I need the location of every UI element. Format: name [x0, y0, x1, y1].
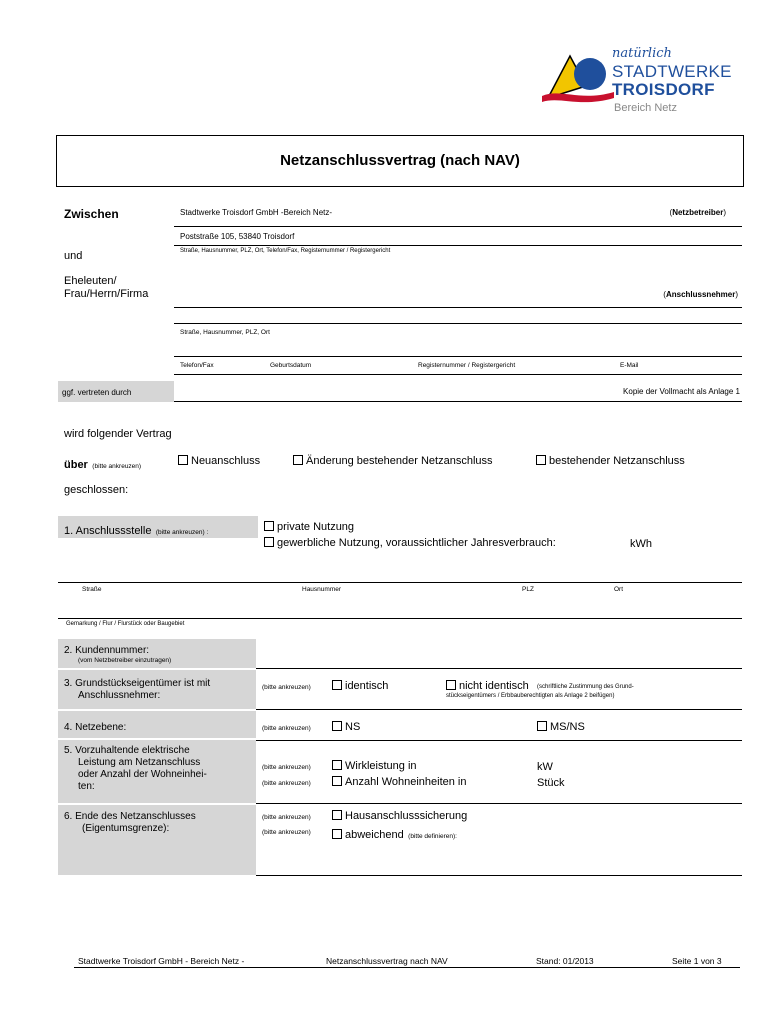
divider: [174, 245, 742, 246]
option-identisch[interactable]: identisch: [332, 680, 388, 692]
row3-label-2: Anschlussnehmer:: [78, 690, 161, 701]
row5-label-1: 5. Vorzuhaltende elektrische: [64, 745, 190, 756]
option-aenderung[interactable]: Änderung bestehender Netzanschluss: [293, 455, 493, 467]
operator-role: (Netzbetreiber): [669, 208, 726, 217]
footer-company: Stadtwerke Troisdorf GmbH - Bereich Netz -: [78, 956, 245, 966]
row5-hint-1: (bitte ankreuzen): [262, 764, 311, 771]
row6-hint-2: (bitte ankreuzen): [262, 829, 311, 836]
row2-sub: (vom Netzbetreiber einzutragen): [78, 657, 172, 664]
consumption-unit: kWh: [630, 538, 652, 550]
row5-hint-2: (bitte ankreuzen): [262, 780, 311, 787]
address-hint-number: Hausnummer: [302, 586, 342, 593]
row-divider: [58, 738, 256, 740]
row-divider: [58, 803, 256, 805]
option-ns[interactable]: NS: [332, 721, 360, 733]
divider: [256, 803, 742, 804]
checkbox[interactable]: [332, 721, 342, 731]
checkbox[interactable]: [293, 455, 303, 465]
row5-unit-1: kW: [537, 761, 553, 773]
title-box: [56, 135, 744, 187]
footer-doc: Netzanschlussvertrag nach NAV: [326, 956, 448, 966]
row6-opt2-hint: (bitte definieren):: [408, 833, 457, 840]
option-nicht-identisch[interactable]: nicht identisch: [446, 680, 529, 692]
customer-contact-field[interactable]: [174, 356, 742, 357]
checkbox[interactable]: [332, 810, 342, 820]
ueber-label: über (bitte ankreuzen): [64, 459, 142, 471]
row6-hint-1: (bitte ankreuzen): [262, 814, 311, 821]
address-hint-zip: PLZ: [522, 586, 534, 593]
land-hint: Gemarkung / Flur / Flurstück oder Baugebiet: [66, 621, 185, 627]
footer-stand: Stand: 01/2013: [536, 956, 594, 966]
customer-name-field[interactable]: [174, 307, 742, 308]
row3-note-2: stückseigentümers / Erbbauberechtigten als Anlage 2 beifügen): [446, 693, 615, 699]
checkbox[interactable]: [264, 537, 274, 547]
option-neuanschluss[interactable]: Neuanschluss: [178, 455, 260, 467]
option-wohneinheiten[interactable]: Anzahl Wohneinheiten in: [332, 776, 467, 788]
operator-address-hint: Straße, Hausnummer, PLZ, Ort, Telefon/Fax, Registernummer / Registergericht: [180, 248, 391, 254]
divider: [256, 740, 742, 741]
row4-label: 4. Netzebene:: [64, 722, 127, 733]
customer-label-1: Eheleuten/: [64, 275, 117, 287]
checkbox[interactable]: [332, 829, 342, 839]
divider: [256, 709, 742, 710]
logo-mark-icon: [540, 52, 618, 104]
checkbox[interactable]: [537, 721, 547, 731]
contact-hint-phone: Telefon/Fax: [180, 362, 214, 369]
operator-role-label: Netzbetreiber: [672, 208, 724, 217]
address-hint-street: Straße: [82, 586, 102, 593]
address-hint-city: Ort: [614, 586, 624, 593]
option-private[interactable]: private Nutzung: [264, 521, 354, 533]
row3-note-1: (schriftliche Zustimmung des Grund-: [537, 684, 634, 690]
option-commercial[interactable]: gewerbliche Nutzung, voraussichtlicher Jahresverbrauch:: [264, 537, 556, 549]
customer-number-field[interactable]: [256, 668, 742, 669]
option-hausanschlusssicherung[interactable]: Hausanschlusssicherung: [332, 810, 467, 822]
logo-sub: Bereich Netz: [614, 102, 677, 114]
zwischen-label: Zwischen: [64, 207, 119, 221]
checkbox[interactable]: [332, 760, 342, 770]
ueber-hint: (bitte ankreuzen): [92, 463, 142, 470]
row5-unit-2: Stück: [537, 777, 565, 789]
row-divider: [58, 668, 256, 670]
operator-address: Poststraße 105, 53840 Troisdorf: [180, 232, 295, 241]
und-label: und: [64, 250, 83, 262]
checkbox[interactable]: [446, 680, 456, 690]
row6-define-field[interactable]: [256, 875, 742, 876]
contact-hint-email: E-Mail: [620, 362, 639, 369]
option-wirkleistung[interactable]: Wirkleistung in: [332, 760, 417, 772]
land-parcel-field[interactable]: [58, 618, 742, 619]
contract-closing: geschlossen:: [64, 484, 129, 496]
logo-tag: natürlich: [612, 46, 672, 61]
checkbox[interactable]: [332, 680, 342, 690]
row4-hint: (bitte ankreuzen): [262, 725, 311, 732]
row3-label-1: 3. Grundstückseigentümer ist mit: [64, 678, 211, 689]
represented-field[interactable]: [174, 401, 742, 402]
represented-label: ggf. vertreten durch: [62, 388, 132, 397]
logo: [540, 46, 740, 118]
checkbox[interactable]: [178, 455, 188, 465]
customer-label-2: Frau/Herrn/Firma: [64, 288, 149, 300]
row5-label-2: Leistung am Netzanschluss: [78, 757, 201, 768]
contact-hint-register: Registernummer / Registergericht: [418, 362, 516, 369]
customer-role: (Anschlussnehmer): [663, 290, 738, 299]
footer-rule: [74, 967, 740, 968]
checkbox[interactable]: [332, 776, 342, 786]
row6-label-2: (Eigentumsgrenze):: [82, 823, 170, 834]
divider: [174, 374, 742, 375]
row3-hint: (bitte ankreuzen): [262, 684, 311, 691]
customer-role-label: Anschlussnehmer: [665, 290, 736, 299]
customer-address-field[interactable]: [174, 323, 742, 324]
contact-hint-birthdate: Geburtsdatum: [270, 362, 312, 369]
logo-line1: STADTWERKE: [612, 62, 732, 81]
page-title: Netzanschlussvertrag (nach NAV): [280, 152, 520, 169]
footer-page: Seite 1 von 3: [672, 956, 722, 966]
checkbox[interactable]: [264, 521, 274, 531]
option-ms-ns[interactable]: MS/NS: [537, 721, 585, 733]
row6-label-1: 6. Ende des Netzanschlusses: [64, 811, 196, 822]
contract-intro: wird folgender Vertrag: [64, 428, 172, 440]
logo-line2: TROISDORF: [612, 80, 715, 99]
divider: [174, 226, 742, 227]
represented-note: Kopie der Vollmacht als Anlage 1: [623, 387, 740, 396]
row5-label-4: ten:: [78, 781, 95, 792]
section1-label: 1. Anschlussstelle (bitte ankreuzen) :: [64, 525, 209, 537]
checkbox[interactable]: [536, 455, 546, 465]
customer-address-hint: Straße, Hausnummer, PLZ, Ort: [180, 329, 270, 336]
connection-address-field[interactable]: [58, 582, 742, 583]
option-abweichend[interactable]: abweichend (bitte definieren):: [332, 825, 457, 843]
option-bestehend[interactable]: bestehender Netzanschluss: [536, 455, 685, 467]
operator-name: Stadtwerke Troisdorf GmbH -Bereich Netz-: [180, 208, 333, 217]
row2-label: 2. Kundennummer:: [64, 645, 150, 656]
row-divider: [58, 709, 256, 711]
row5-label-3: oder Anzahl der Wohneinhei-: [78, 769, 207, 780]
